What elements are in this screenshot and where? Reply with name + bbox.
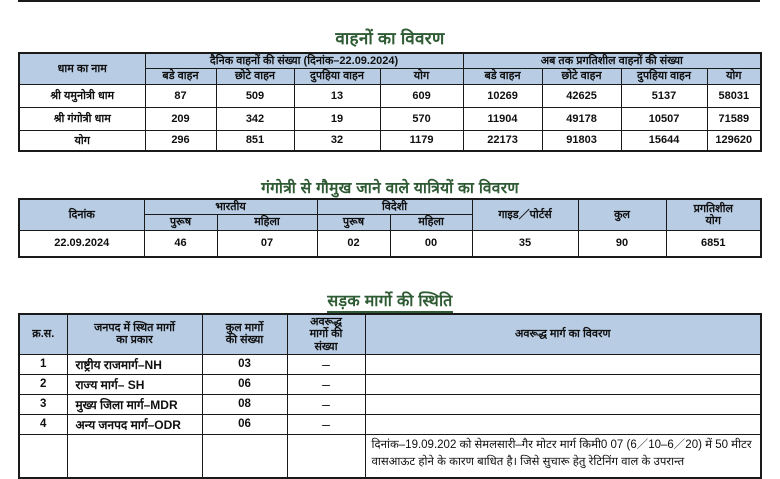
table-row [19, 230, 761, 257]
road-header-blocked-detail: अवरूद्ध मार्ग का विवरण [365, 314, 761, 354]
table-row-blocked-description [19, 434, 761, 478]
road-header-blocked-line3: संख्या [314, 340, 338, 353]
vehicle-cell-cum-two: 10507 [621, 107, 707, 130]
road-cell-total: 06 [202, 374, 287, 394]
road-cell-detail [365, 394, 761, 414]
gaumukh-header-indian-male: पुरूष [144, 215, 217, 230]
gaumukh-header-foreign-female: महिला [390, 215, 472, 230]
road-header-blocked-line2: मार्गो की [309, 328, 343, 341]
table-row [19, 414, 761, 434]
vehicle-header-daily-small: छोटे वाहन [216, 69, 294, 84]
gaumukh-header-row [19, 199, 761, 215]
vehicle-details-table [18, 52, 762, 152]
vehicle-header-daily-group: दैनिक वाहनों की संख्या (दिनांक–22.09.2024) [145, 53, 463, 69]
previous-table-bottom-edge [18, 0, 760, 2]
road-cell-total: 06 [202, 414, 287, 434]
road-cell-detail [365, 374, 761, 394]
vehicle-cell-cum-small: 42625 [542, 84, 621, 107]
road-cell-type: राज्य मार्ग– SH [67, 374, 202, 394]
vehicle-header-cum-small: छोटे वाहन [542, 69, 621, 84]
vehicle-row-name: श्री यमुनोत्री धाम [19, 84, 145, 107]
vehicle-header-cum-two-wheeler: दुपहिया वाहन [621, 69, 707, 84]
vehicle-header-daily-two-wheeler: दुपहिया वाहन [294, 69, 380, 84]
vehicle-total-daily-total: 1179 [380, 130, 463, 151]
road-header-total-roads-line1: कुल मार्गो [225, 322, 264, 335]
gaumukh-cell-cumulative-total: 6851 [666, 230, 761, 257]
road-cell-total: 03 [202, 354, 287, 374]
road-blocked-description-text: दिनांक–19.09.202 को सेमलसारी–गैर मोटर मार्ग किमी0 07 (6／10–6／20) में 50 मीटर वासआऊट होने के कारण बाधित है। जिसे सुचारू हेतु रेटिनिंग वाल के उपरान्त [365, 434, 761, 478]
road-header-road-type-line2: का प्रकार [116, 334, 153, 347]
road-cell-blocked: – [287, 394, 365, 414]
gaumukh-header-total: कुल [578, 199, 666, 230]
vehicle-total-cum-two: 15644 [621, 130, 707, 151]
road-header-road-type [67, 314, 202, 354]
road-cell-blocked: – [287, 414, 365, 434]
road-cell-sno: 1 [19, 354, 67, 374]
vehicle-cell-daily-small: 509 [216, 84, 294, 107]
gaumukh-header-indian-female: महिला [217, 215, 317, 230]
vehicle-total-daily-two: 32 [294, 130, 380, 151]
gaumukh-cell-total: 90 [578, 230, 666, 257]
vehicle-total-cum-big: 22173 [463, 130, 542, 151]
road-header-sno: क्र.स. [19, 314, 67, 354]
gaumukh-pilgrims-table-container [18, 198, 760, 258]
vehicle-cell-cum-two: 5137 [621, 84, 707, 107]
gaumukh-title-text: गंगोत्री से गौमुख जाने वाले यात्रियों का विवरण [261, 180, 519, 200]
vehicle-cell-cum-small: 49178 [542, 107, 621, 130]
table-row [19, 84, 761, 107]
gaumukh-cell-indian-male: 46 [144, 230, 217, 257]
road-cell-detail [365, 354, 761, 374]
road-status-table-container [18, 313, 760, 479]
vehicles-section-title [0, 26, 780, 49]
road-cell-sno: 4 [19, 414, 67, 434]
gaumukh-header-cumulative-total [666, 199, 761, 230]
vehicle-cell-daily-total: 570 [380, 107, 463, 130]
road-header-blocked-count [287, 314, 365, 354]
road-cell-sno: 3 [19, 394, 67, 414]
road-cell-total: 08 [202, 394, 287, 414]
vehicle-cell-cum-total: 58031 [707, 84, 761, 107]
gaumukh-cell-indian-female: 07 [217, 230, 317, 257]
gaumukh-header-cumulative-line1: प्रगतिशील [693, 202, 733, 215]
vehicles-title-text: वाहनों का विवरण [335, 29, 445, 48]
road-cell-type [67, 434, 202, 478]
gaumukh-cell-foreign-female: 00 [390, 230, 472, 257]
road-cell-type: मुख्य जिला मार्ग–MDR [67, 394, 202, 414]
vehicle-total-cum-small: 91803 [542, 130, 621, 151]
vehicle-header-cumulative-group: अब तक प्रगतिशील वाहनों की संख्या [463, 53, 761, 69]
road-header-total-roads [202, 314, 287, 354]
gaumukh-header-foreign-male: पुरूष [317, 215, 390, 230]
vehicle-table-group-header-row [19, 53, 761, 69]
road-cell-sno: 2 [19, 374, 67, 394]
gaumukh-header-guide-porters: गाइड／पोर्टर्स [472, 199, 578, 230]
vehicle-cell-daily-two: 13 [294, 84, 380, 107]
vehicle-total-cum-total: 129620 [707, 130, 761, 151]
table-row [19, 354, 761, 374]
vehicle-cell-cum-big: 11904 [463, 107, 542, 130]
vehicle-cell-daily-small: 342 [216, 107, 294, 130]
road-cell-detail [365, 414, 761, 434]
vehicle-details-table-container [18, 52, 760, 152]
vehicle-cell-cum-total: 71589 [707, 107, 761, 130]
road-cell-blocked: – [287, 374, 365, 394]
table-row [19, 374, 761, 394]
roads-section-title [0, 289, 780, 311]
road-cell-type: अन्य जनपद मार्ग–ODR [67, 414, 202, 434]
vehicle-header-cum-big: बडे वाहन [463, 69, 542, 84]
vehicle-cell-daily-total: 609 [380, 84, 463, 107]
road-cell-blocked [287, 434, 365, 478]
vehicle-header-cum-total: योग [707, 69, 761, 84]
gaumukh-cell-foreign-male: 02 [317, 230, 390, 257]
gaumukh-section-title [0, 176, 780, 198]
road-header-total-roads-line2: की संख्या [225, 334, 264, 347]
road-status-table [18, 313, 762, 479]
vehicle-header-daily-big: बडे वाहन [145, 69, 216, 84]
gaumukh-header-date: दिनांक [19, 199, 144, 230]
vehicle-header-daily-total: योग [380, 69, 463, 84]
road-header-row [19, 314, 761, 354]
table-row [19, 394, 761, 414]
gaumukh-header-foreign: विदेशी [317, 199, 472, 215]
vehicle-cell-daily-big: 87 [145, 84, 216, 107]
table-row [19, 107, 761, 130]
vehicle-total-label: योग [19, 130, 145, 151]
vehicle-cell-cum-big: 10269 [463, 84, 542, 107]
vehicle-total-daily-small: 851 [216, 130, 294, 151]
road-cell-type: राष्ट्रीय राजमार्ग–NH [67, 354, 202, 374]
vehicle-cell-daily-two: 19 [294, 107, 380, 130]
road-cell-sno [19, 434, 67, 478]
gaumukh-header-indian: भारतीय [144, 199, 317, 215]
vehicle-cell-daily-big: 209 [145, 107, 216, 130]
road-header-road-type-line1: जनपद में स्थित मार्गो [94, 322, 175, 335]
road-cell-total [202, 434, 287, 478]
table-row-total [19, 130, 761, 151]
gaumukh-pilgrims-table [18, 198, 762, 258]
vehicle-header-dham-name: धाम का नाम [19, 53, 145, 84]
road-cell-blocked: – [287, 354, 365, 374]
gaumukh-header-cumulative-line2: योग [705, 214, 721, 227]
vehicle-row-name: श्री गंगोत्री धाम [19, 107, 145, 130]
roads-title-text: सड़क मार्गो की स्थिति [327, 293, 452, 313]
gaumukh-cell-guide-porters: 35 [472, 230, 578, 257]
vehicle-total-daily-big: 296 [145, 130, 216, 151]
gaumukh-cell-date: 22.09.2024 [19, 230, 144, 257]
road-header-blocked-line1: अवरूद्ध [310, 316, 342, 328]
